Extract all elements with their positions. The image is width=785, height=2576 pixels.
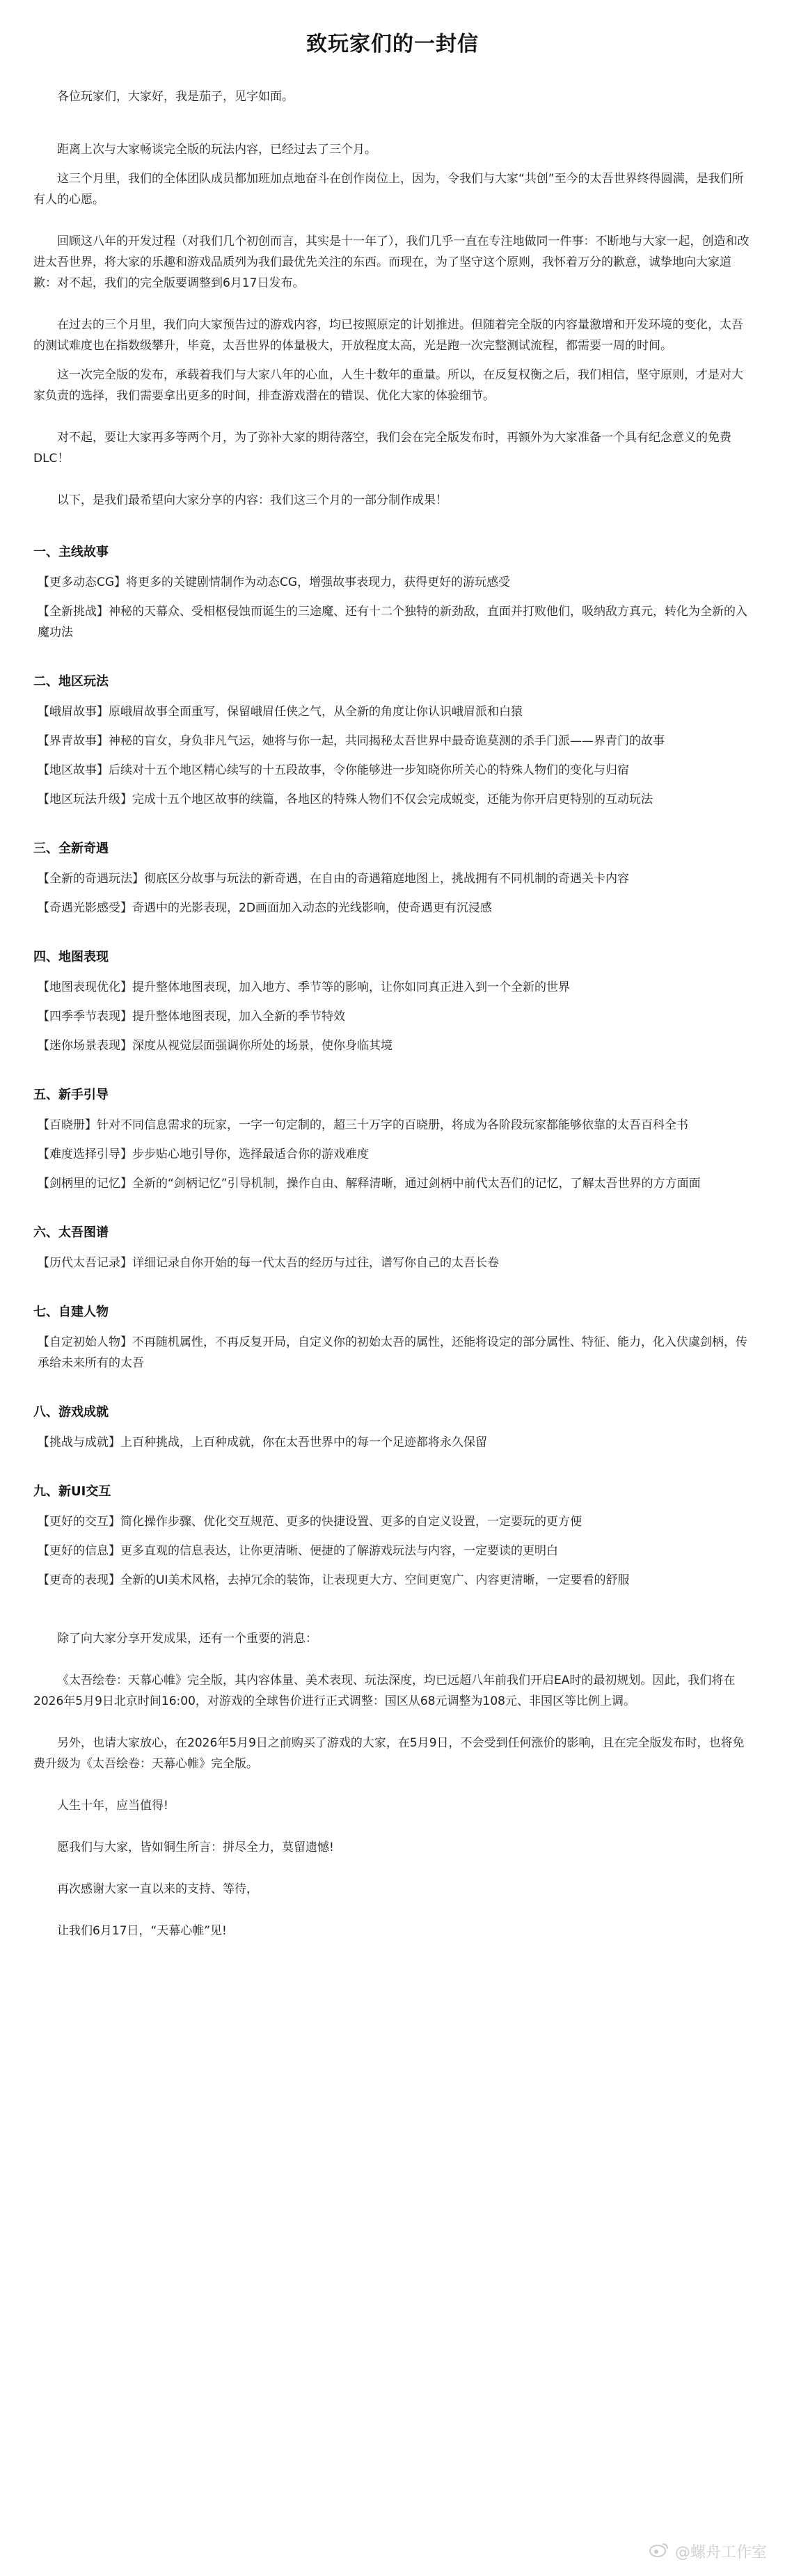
page-title: 致玩家们的一封信 [306, 32, 479, 56]
feature-description: 神秘的天幕众、受相枢侵蚀而诞生的三途魔、还有十二个独特的新劲敌，直面并打败他们，吸纳敌方真元，转化为全新的入魔功法 [38, 605, 747, 639]
feature-description: 彻底区分故事与玩法的新奇遇，在自由的奇遇箱庭地图上，挑战拥有不同机制的奇遇关卡内容 [144, 872, 629, 886]
feature-tag: 【奇遇光影感受】 [38, 901, 132, 915]
feature-item [33, 760, 752, 781]
feature-tag: 【迷你场景表现】 [38, 1039, 132, 1053]
feature-item [33, 789, 752, 810]
feature-description: 全新的UI美术风格，去掉冗余的装饰，让表现更大方、空间更宽广、内容更清晰，一定要看的舒服 [120, 1573, 630, 1587]
feature-description: 不再随机属性，不再反复开局，自定义你的初始太吾的属性，还能将设定的部分属性、特征、能力，化入伏虞剑柄，传承给未来所有的太吾 [38, 1335, 747, 1370]
watermark-text: @螺舟工作室 [674, 2544, 767, 2561]
feature-item [33, 1253, 752, 1273]
feature-tag: 【更好的信息】 [38, 1544, 120, 1558]
feature-tag: 【更奇的表现】 [38, 1573, 120, 1587]
section-heading: 二、地区玩法 [33, 674, 109, 689]
feature-tag: 【界青故事】 [38, 734, 109, 748]
feature-tag: 【地图表现优化】 [38, 980, 132, 994]
feature-item [33, 1144, 752, 1165]
feature-description: 原峨眉故事全面重写，保留峨眉任侠之气，从全新的角度让你认识峨眉派和白猿 [109, 705, 523, 719]
feature-description: 提升整体地图表现，加入地方、季节等的影响，让你如同真正进入到一个全新的世界 [132, 980, 570, 994]
feature-item [33, 1173, 752, 1194]
feature-item [33, 701, 752, 722]
feature-tag: 【地区玩法升级】 [38, 793, 132, 806]
feature-description: 全新的“剑柄记忆”引导机制，操作自由、解释清晰，通过剑柄中前代太吾们的记忆，了解太吾世界的方方面面 [132, 1177, 701, 1191]
feature-section [33, 672, 752, 839]
feature-section [33, 1086, 752, 1223]
feature-sections [33, 543, 752, 1620]
feature-description: 将更多的关键剧情制作为动态CG，增强故事表现力，获得更好的游玩感受 [126, 575, 511, 589]
feature-tag: 【全新的奇遇玩法】 [38, 872, 144, 886]
feature-item [33, 1115, 752, 1136]
paragraph-responsibility: 这一次完全版的发布，承载着我们与大家八年的心血，人生十数年的重量。所以，在反复权衡之后，我们相信，坚守原则，才是对大家负责的选择，我们需要拿出更多的时间，排查游戏潜在的错误、优化大家的体验细节。 [33, 368, 743, 403]
feature-section [33, 1482, 752, 1620]
section-heading: 六、太吾图谱 [33, 1225, 109, 1240]
paragraph-testing: 在过去的三个月里，我们向大家预告过的游戏内容，均已按照原定的计划推进。但随着完全版的内容量激增和开发环境的变化，太吾的测试难度也在指数级攀升，毕竟，太吾世界的体量极大，开放程度太高，光是跑一次完整测试流程，都需要一周的时间。 [33, 318, 743, 353]
paragraph-three-months: 这三个月里，我们的全体团队成员都加班加点地奋斗在创作岗位上，因为，令我们与大家“共创”至今的太吾世界终得圆满，是我们所有人的心愿。 [33, 172, 744, 207]
feature-item [33, 572, 752, 593]
section-heading: 七、自建人物 [33, 1305, 109, 1319]
feature-section [33, 1303, 752, 1403]
feature-item [33, 1006, 752, 1027]
paragraph-apology-dlc: 对不起，要让大家再多等两个月，为了弥补大家的期待落空，我们会在完全版发布时，再额外为大家准备一个具有纪念意义的免费DLC！ [33, 431, 731, 466]
feature-description: 上百种挑战，上百种成就，你在太吾世界中的每一个足迹都将永久保留 [120, 1436, 487, 1449]
feature-tag: 【历代太吾记录】 [38, 1256, 132, 1270]
feature-tag: 【更好的交互】 [38, 1515, 120, 1529]
feature-description: 详细记录自你开始的每一代太吾的经历与过往，谱写你自己的太吾长卷 [132, 1256, 499, 1270]
feature-tag: 【自定初始人物】 [38, 1335, 132, 1349]
section-heading: 九、新UI交互 [33, 1484, 111, 1499]
feature-section [33, 839, 752, 948]
feature-tag: 【挑战与成就】 [38, 1436, 120, 1449]
feature-description: 步步贴心地引导你，选择最适合你的游戏难度 [132, 1147, 369, 1161]
feature-item [33, 1511, 752, 1532]
feature-description: 简化操作步骤、优化交互规范、更多的快捷设置、更多的自定义设置，一定要玩的更方便 [120, 1515, 582, 1529]
paragraph-greeting: 各位玩家们，大家好，我是茄子，见字如面。 [57, 90, 294, 104]
feature-item [33, 898, 752, 919]
feature-item [33, 1332, 752, 1374]
paragraph-wish: 愿我们与大家，皆如铜生所言：拼尽全力，莫留遗憾! [57, 1840, 334, 1854]
feature-item [33, 1432, 752, 1453]
feature-section [33, 543, 752, 672]
feature-description: 完成十五个地区故事的续篇，各地区的特殊人物们不仅会完成蜕变，还能为你开启更特别的互动玩法 [132, 793, 653, 806]
paragraph-review: 回顾这八年的开发过程（对我们几个初创而言，其实是十一年了），我们几乎一直在专注地做同一件事：不断地与大家一起，创造和改进太吾世界，将大家的乐趣和游戏品质列为我们最优先关注的东西。而现在，为了坚守这个原则，我怀着万分的歉意，诚挚地向大家道歉：对不起，我们的完全版要调整到6月17日发布。 [33, 234, 750, 290]
feature-section [33, 1403, 752, 1482]
feature-section [33, 948, 752, 1086]
section-heading: 五、新手引导 [33, 1088, 109, 1102]
feature-item [33, 731, 752, 752]
feature-item [33, 1570, 752, 1591]
section-heading: 一、主线故事 [33, 545, 109, 559]
feature-description: 神秘的盲女，身负非凡气运，她将与你一起，共同揭秘太吾世界中最奇诡莫测的杀手门派——界青门的故事 [109, 734, 665, 748]
section-heading: 四、地图表现 [33, 950, 109, 964]
feature-tag: 【更多动态CG】 [38, 575, 127, 589]
paragraph-share-intro: 以下，是我们最希望向大家分享的内容：我们这三个月的一部分制作成果！ [57, 493, 447, 507]
section-heading: 八、游戏成就 [33, 1405, 109, 1420]
paragraph-intro: 距离上次与大家畅谈完全版的玩法内容，已经过去了三个月。 [57, 143, 376, 157]
feature-tag: 【难度选择引导】 [38, 1147, 132, 1161]
feature-tag: 【四季季节表现】 [38, 1010, 132, 1024]
feature-description: 针对不同信息需求的玩家，一字一句定制的，超三十万字的百晓册，将成为各阶段玩家都能够依靠的太吾百科全书 [97, 1118, 688, 1132]
feature-section [33, 1223, 752, 1303]
feature-tag: 【全新挑战】 [38, 605, 109, 619]
feature-description: 奇遇中的光影表现，2D画面加入动态的光线影响，使奇遇更有沉浸感 [132, 901, 492, 915]
paragraph-free-upgrade: 另外，也请大家放心，在2026年5月9日之前购买了游戏的大家，在5月9日，不会受到任何涨价的影响，且在完全版发布时，也将免费升级为《太吾绘卷：天幕心帷》完全版。 [33, 1736, 745, 1771]
feature-item [33, 1541, 752, 1561]
feature-tag: 【剑柄里的记忆】 [38, 1177, 132, 1191]
weibo-logo-icon [649, 2542, 669, 2561]
section-heading: 三、全新奇遇 [33, 841, 109, 856]
paragraph-price-change: 《太吾绘卷：天幕心帷》完全版，其内容体量、美术表现、玩法深度，均已远超八年前我们开启EA时的最初规划。因此，我们将在2026年5月9日北京时间16:00，对游戏的全球售价进行正式调整：国区从68元调整为108元、非国区等比例上调。 [33, 1673, 736, 1708]
feature-description: 深度从视觉层面强调你所处的场景，使你身临其境 [132, 1039, 392, 1053]
feature-item [33, 868, 752, 889]
feature-item [33, 601, 752, 643]
feature-tag: 【地区故事】 [38, 763, 109, 777]
watermark [649, 2541, 767, 2562]
feature-tag: 【百晓册】 [38, 1118, 97, 1132]
paragraph-important-news: 除了向大家分享开发成果，还有一个重要的消息： [57, 1632, 317, 1646]
feature-description: 提升整体地图表现，加入全新的季节特效 [132, 1010, 345, 1024]
paragraph-life-decade: 人生十年，应当值得! [57, 1799, 168, 1813]
paragraph-thanks: 再次感谢大家一直以来的支持、等待， [57, 1882, 258, 1896]
feature-description: 后续对十五个地区精心续写的十五段故事，令你能够进一步知晓你所关心的特殊人物们的变化与归宿 [109, 763, 629, 777]
paragraph-see-you: 让我们6月17日，“天幕心帷”见! [57, 1924, 227, 1938]
feature-item [33, 977, 752, 998]
feature-tag: 【峨眉故事】 [38, 705, 109, 719]
feature-description: 更多直观的信息表达，让你更清晰、便捷的了解游戏玩法与内容，一定要读的更明白 [120, 1544, 558, 1558]
feature-item [33, 1035, 752, 1056]
